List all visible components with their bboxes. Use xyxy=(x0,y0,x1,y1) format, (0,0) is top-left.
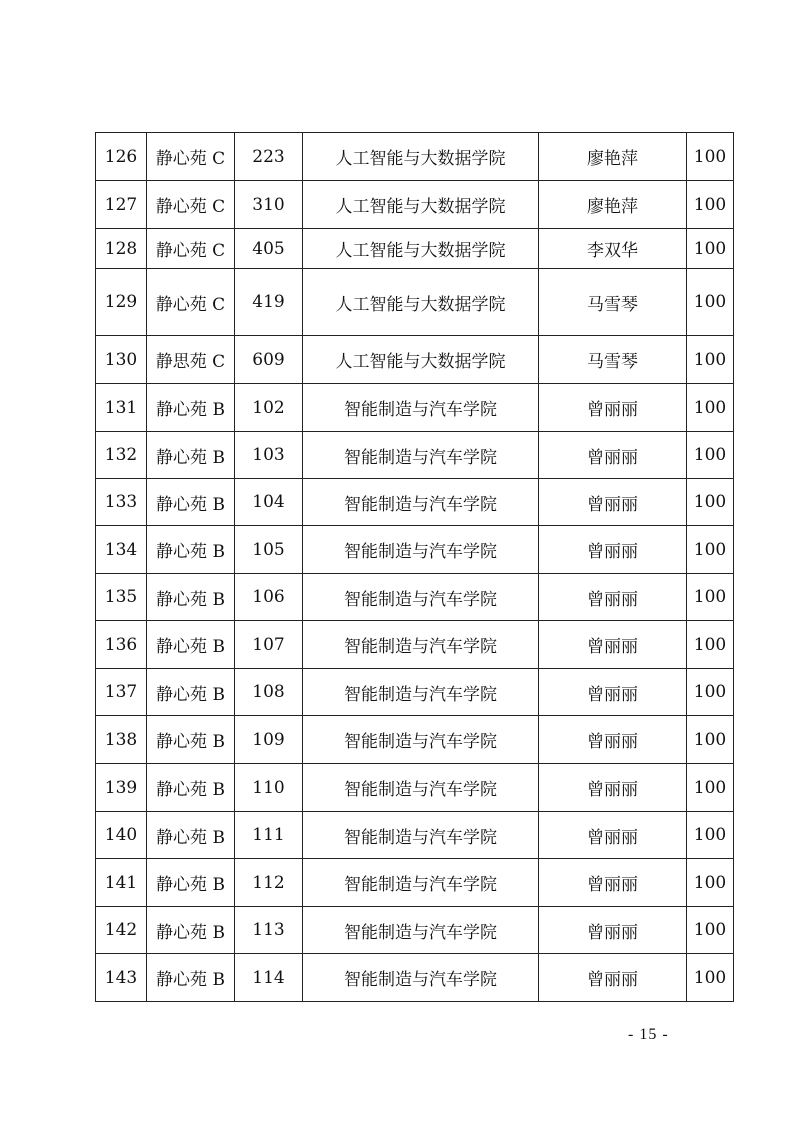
cell-college: 智能制造与汽车学院 xyxy=(303,432,539,479)
cell-room: 419 xyxy=(235,269,303,336)
cell-room: 310 xyxy=(235,181,303,229)
cell-building: 静心苑 B xyxy=(147,384,235,432)
table-row xyxy=(96,764,734,812)
cell-room: 110 xyxy=(235,764,303,812)
cell-number: 131 xyxy=(96,384,147,432)
cell-score: 100 xyxy=(687,269,734,336)
cell-college: 人工智能与大数据学院 xyxy=(303,229,539,269)
cell-score: 100 xyxy=(687,954,734,1002)
table-row xyxy=(96,716,734,764)
cell-building: 静心苑 C xyxy=(147,133,235,181)
cell-number: 139 xyxy=(96,764,147,812)
table-row xyxy=(96,181,734,229)
table-row xyxy=(96,384,734,432)
cell-college: 智能制造与汽车学院 xyxy=(303,621,539,669)
cell-college: 人工智能与大数据学院 xyxy=(303,336,539,384)
cell-number: 137 xyxy=(96,669,147,716)
cell-manager: 曾丽丽 xyxy=(539,716,687,764)
cell-score: 100 xyxy=(687,133,734,181)
cell-building: 静心苑 B xyxy=(147,859,235,907)
cell-number: 133 xyxy=(96,479,147,526)
cell-college: 智能制造与汽车学院 xyxy=(303,384,539,432)
table-row xyxy=(96,229,734,269)
cell-score: 100 xyxy=(687,907,734,954)
cell-room: 113 xyxy=(235,907,303,954)
cell-room: 102 xyxy=(235,384,303,432)
cell-building: 静心苑 B xyxy=(147,621,235,669)
cell-manager: 李双华 xyxy=(539,229,687,269)
cell-room: 114 xyxy=(235,954,303,1002)
table-row xyxy=(96,269,734,336)
cell-college: 人工智能与大数据学院 xyxy=(303,133,539,181)
cell-building: 静心苑 C xyxy=(147,229,235,269)
cell-college: 人工智能与大数据学院 xyxy=(303,269,539,336)
cell-manager: 曾丽丽 xyxy=(539,574,687,621)
table-row xyxy=(96,574,734,621)
table-row xyxy=(96,621,734,669)
cell-manager: 曾丽丽 xyxy=(539,432,687,479)
cell-room: 108 xyxy=(235,669,303,716)
cell-room: 112 xyxy=(235,859,303,907)
cell-score: 100 xyxy=(687,764,734,812)
table-row xyxy=(96,526,734,574)
cell-number: 134 xyxy=(96,526,147,574)
cell-building: 静心苑 B xyxy=(147,432,235,479)
cell-score: 100 xyxy=(687,479,734,526)
table-row xyxy=(96,133,734,181)
cell-number: 143 xyxy=(96,954,147,1002)
cell-college: 智能制造与汽车学院 xyxy=(303,716,539,764)
cell-score: 100 xyxy=(687,716,734,764)
cell-building: 静心苑 B xyxy=(147,479,235,526)
cell-number: 127 xyxy=(96,181,147,229)
table-row xyxy=(96,669,734,716)
cell-room: 104 xyxy=(235,479,303,526)
cell-score: 100 xyxy=(687,526,734,574)
cell-manager: 曾丽丽 xyxy=(539,859,687,907)
cell-number: 135 xyxy=(96,574,147,621)
table-row xyxy=(96,432,734,479)
cell-score: 100 xyxy=(687,229,734,269)
cell-number: 126 xyxy=(96,133,147,181)
cell-manager: 马雪琴 xyxy=(539,336,687,384)
cell-building: 静思苑 C xyxy=(147,336,235,384)
cell-room: 109 xyxy=(235,716,303,764)
cell-building: 静心苑 C xyxy=(147,181,235,229)
cell-number: 129 xyxy=(96,269,147,336)
cell-room: 405 xyxy=(235,229,303,269)
cell-college: 智能制造与汽车学院 xyxy=(303,859,539,907)
cell-college: 智能制造与汽车学院 xyxy=(303,574,539,621)
cell-building: 静心苑 B xyxy=(147,907,235,954)
table-row xyxy=(96,812,734,859)
cell-manager: 曾丽丽 xyxy=(539,384,687,432)
cell-college: 智能制造与汽车学院 xyxy=(303,669,539,716)
cell-manager: 曾丽丽 xyxy=(539,526,687,574)
cell-score: 100 xyxy=(687,621,734,669)
cell-building: 静心苑 C xyxy=(147,269,235,336)
dormitory-score-table xyxy=(95,132,734,1002)
cell-manager: 曾丽丽 xyxy=(539,621,687,669)
page-number: - 15 - xyxy=(628,1026,669,1043)
cell-college: 智能制造与汽车学院 xyxy=(303,526,539,574)
table-row xyxy=(96,859,734,907)
cell-room: 107 xyxy=(235,621,303,669)
cell-manager: 马雪琴 xyxy=(539,269,687,336)
cell-college: 智能制造与汽车学院 xyxy=(303,907,539,954)
cell-building: 静心苑 B xyxy=(147,812,235,859)
table-row xyxy=(96,907,734,954)
cell-college: 智能制造与汽车学院 xyxy=(303,479,539,526)
cell-score: 100 xyxy=(687,384,734,432)
cell-room: 609 xyxy=(235,336,303,384)
cell-room: 106 xyxy=(235,574,303,621)
cell-college: 智能制造与汽车学院 xyxy=(303,764,539,812)
cell-score: 100 xyxy=(687,669,734,716)
cell-manager: 曾丽丽 xyxy=(539,907,687,954)
cell-room: 105 xyxy=(235,526,303,574)
table-row xyxy=(96,336,734,384)
cell-room: 103 xyxy=(235,432,303,479)
table-row xyxy=(96,479,734,526)
cell-manager: 曾丽丽 xyxy=(539,669,687,716)
cell-building: 静心苑 B xyxy=(147,526,235,574)
cell-number: 136 xyxy=(96,621,147,669)
cell-manager: 曾丽丽 xyxy=(539,764,687,812)
cell-number: 138 xyxy=(96,716,147,764)
cell-number: 130 xyxy=(96,336,147,384)
cell-number: 128 xyxy=(96,229,147,269)
cell-number: 140 xyxy=(96,812,147,859)
cell-score: 100 xyxy=(687,336,734,384)
cell-college: 智能制造与汽车学院 xyxy=(303,954,539,1002)
cell-score: 100 xyxy=(687,859,734,907)
cell-score: 100 xyxy=(687,181,734,229)
cell-manager: 廖艳萍 xyxy=(539,133,687,181)
cell-number: 141 xyxy=(96,859,147,907)
cell-score: 100 xyxy=(687,574,734,621)
cell-building: 静心苑 B xyxy=(147,954,235,1002)
cell-building: 静心苑 B xyxy=(147,764,235,812)
cell-score: 100 xyxy=(687,812,734,859)
cell-college: 智能制造与汽车学院 xyxy=(303,812,539,859)
cell-number: 142 xyxy=(96,907,147,954)
cell-number: 132 xyxy=(96,432,147,479)
cell-building: 静心苑 B xyxy=(147,574,235,621)
cell-manager: 廖艳萍 xyxy=(539,181,687,229)
cell-room: 111 xyxy=(235,812,303,859)
table-row xyxy=(96,954,734,1002)
table-body xyxy=(96,133,734,1002)
cell-manager: 曾丽丽 xyxy=(539,479,687,526)
cell-manager: 曾丽丽 xyxy=(539,954,687,1002)
dormitory-score-table-container xyxy=(95,132,733,1002)
cell-score: 100 xyxy=(687,432,734,479)
cell-college: 人工智能与大数据学院 xyxy=(303,181,539,229)
cell-building: 静心苑 B xyxy=(147,716,235,764)
cell-manager: 曾丽丽 xyxy=(539,812,687,859)
cell-building: 静心苑 B xyxy=(147,669,235,716)
cell-room: 223 xyxy=(235,133,303,181)
